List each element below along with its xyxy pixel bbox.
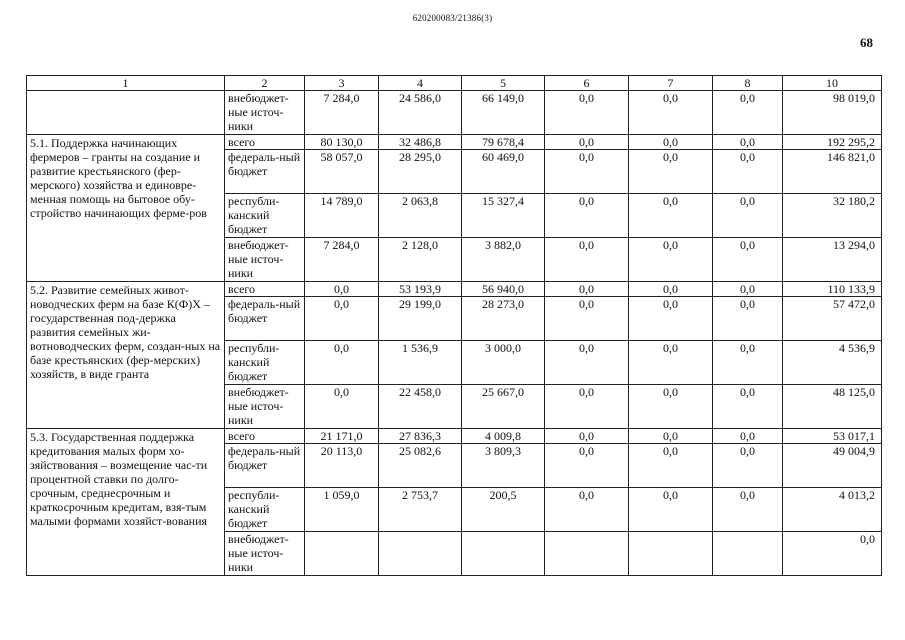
amount-cell: 53 017,1: [783, 429, 882, 444]
amount-cell: [462, 532, 545, 576]
amount-cell: 13 294,0: [783, 238, 882, 282]
amount-cell: 0,0: [629, 444, 713, 488]
amount-cell: 0,0: [629, 385, 713, 429]
funding-source-cell: федераль-ный бюджет: [225, 444, 305, 488]
funding-source-cell: федераль-ный бюджет: [225, 297, 305, 341]
funding-source-cell: внебюджет-ные источ-ники: [225, 385, 305, 429]
measure-name-cell: 5.1. Поддержка начинающих фермеров – гранты на создание и развитие крестьянского (фер-мерского) хозяйства и единовре-менная помощь на бытовое обу-стройство начинающих ферме-ров: [27, 135, 225, 282]
amount-cell: 0,0: [545, 194, 629, 238]
amount-cell: 0,0: [545, 297, 629, 341]
amount-cell: 0,0: [545, 488, 629, 532]
amount-cell: 0,0: [629, 238, 713, 282]
amount-cell: 0,0: [629, 341, 713, 385]
amount-cell: 0,0: [713, 91, 783, 135]
amount-cell: 25 667,0: [462, 385, 545, 429]
amount-cell: 0,0: [783, 532, 882, 576]
amount-cell: [713, 532, 783, 576]
column-number-cell: 5: [462, 76, 545, 91]
amount-cell: 0,0: [545, 282, 629, 297]
amount-cell: 66 149,0: [462, 91, 545, 135]
column-number-cell: 2: [225, 76, 305, 91]
column-number-cell: 6: [545, 76, 629, 91]
amount-cell: 0,0: [713, 444, 783, 488]
amount-cell: 48 125,0: [783, 385, 882, 429]
amount-cell: 32 180,2: [783, 194, 882, 238]
funding-source-cell: республи-канский бюджет: [225, 194, 305, 238]
amount-cell: 4 009,8: [462, 429, 545, 444]
column-number-cell: 3: [305, 76, 379, 91]
amount-cell: [545, 532, 629, 576]
amount-cell: 0,0: [713, 488, 783, 532]
amount-cell: 0,0: [629, 282, 713, 297]
funding-source-cell: республи-канский бюджет: [225, 341, 305, 385]
amount-cell: 0,0: [305, 297, 379, 341]
amount-cell: 0,0: [629, 488, 713, 532]
amount-cell: 4 536,9: [783, 341, 882, 385]
amount-cell: 56 940,0: [462, 282, 545, 297]
document-id: 620200083/21386(3): [412, 13, 493, 23]
amount-cell: 28 295,0: [379, 150, 462, 194]
amount-cell: 0,0: [545, 91, 629, 135]
budget-table: [26, 75, 882, 576]
amount-cell: 49 004,9: [783, 444, 882, 488]
funding-source-cell: внебюджет-ные источ-ники: [225, 532, 305, 576]
amount-cell: 27 836,3: [379, 429, 462, 444]
amount-cell: 0,0: [629, 194, 713, 238]
amount-cell: 0,0: [713, 238, 783, 282]
amount-cell: 0,0: [545, 238, 629, 282]
amount-cell: 3 000,0: [462, 341, 545, 385]
amount-cell: 3 882,0: [462, 238, 545, 282]
amount-cell: 2 753,7: [379, 488, 462, 532]
amount-cell: 192 295,2: [783, 135, 882, 150]
amount-cell: 0,0: [713, 150, 783, 194]
amount-cell: 0,0: [713, 135, 783, 150]
amount-cell: 0,0: [713, 194, 783, 238]
amount-cell: 22 458,0: [379, 385, 462, 429]
amount-cell: 0,0: [545, 341, 629, 385]
amount-cell: 25 082,6: [379, 444, 462, 488]
amount-cell: 24 586,0: [379, 91, 462, 135]
amount-cell: 79 678,4: [462, 135, 545, 150]
column-number-cell: 10: [783, 76, 882, 91]
amount-cell: 2 128,0: [379, 238, 462, 282]
amount-cell: 110 133,9: [783, 282, 882, 297]
column-number-cell: 1: [27, 76, 225, 91]
amount-cell: 0,0: [629, 297, 713, 341]
amount-cell: 15 327,4: [462, 194, 545, 238]
amount-cell: [379, 532, 462, 576]
column-number-cell: 7: [629, 76, 713, 91]
amount-cell: 0,0: [545, 150, 629, 194]
amount-cell: 80 130,0: [305, 135, 379, 150]
amount-cell: 28 273,0: [462, 297, 545, 341]
amount-cell: 29 199,0: [379, 297, 462, 341]
amount-cell: 0,0: [305, 341, 379, 385]
amount-cell: 2 063,8: [379, 194, 462, 238]
amount-cell: 4 013,2: [783, 488, 882, 532]
amount-cell: 1 059,0: [305, 488, 379, 532]
amount-cell: 20 113,0: [305, 444, 379, 488]
amount-cell: 0,0: [629, 150, 713, 194]
column-number-cell: 8: [713, 76, 783, 91]
amount-cell: 0,0: [545, 444, 629, 488]
column-number-cell: 4: [379, 76, 462, 91]
amount-cell: 146 821,0: [783, 150, 882, 194]
funding-source-cell: внебюджет-ные источ-ники: [225, 91, 305, 135]
amount-cell: 0,0: [545, 385, 629, 429]
amount-cell: 0,0: [713, 429, 783, 444]
amount-cell: 1 536,9: [379, 341, 462, 385]
measure-name-cell: 5.2. Развитие семейных живот-новодческих ферм на базе К(Ф)Х – государственная под-держка развития семейных жи-вотноводческих ферм, создан-ных на базе крестьянских (фер-мерских) хозяйств, в виде гранта: [27, 282, 225, 429]
amount-cell: 0,0: [713, 385, 783, 429]
measure-name-cell: 5.3. Государственная поддержка кредитования малых форм хо-зяйствования – возмещение час-ти процентной ставки по долго-срочным, среднесрочным и краткосрочным кредитам, взя-тым малыми формами хозяйст-вования: [27, 429, 225, 576]
funding-source-cell: всего: [225, 429, 305, 444]
page-number: 68: [860, 35, 873, 50]
amount-cell: 98 019,0: [783, 91, 882, 135]
amount-cell: 58 057,0: [305, 150, 379, 194]
amount-cell: 0,0: [713, 297, 783, 341]
amount-cell: 200,5: [462, 488, 545, 532]
funding-source-cell: всего: [225, 282, 305, 297]
amount-cell: 0,0: [545, 429, 629, 444]
amount-cell: 53 193,9: [379, 282, 462, 297]
amount-cell: 7 284,0: [305, 238, 379, 282]
table-row: [27, 135, 882, 150]
column-number-row: [27, 76, 882, 91]
amount-cell: 3 809,3: [462, 444, 545, 488]
funding-source-cell: республи-канский бюджет: [225, 488, 305, 532]
amount-cell: 0,0: [713, 282, 783, 297]
amount-cell: 0,0: [629, 429, 713, 444]
funding-source-cell: всего: [225, 135, 305, 150]
amount-cell: [629, 532, 713, 576]
amount-cell: 32 486,8: [379, 135, 462, 150]
amount-cell: 0,0: [629, 135, 713, 150]
funding-source-cell: федераль-ный бюджет: [225, 150, 305, 194]
amount-cell: 60 469,0: [462, 150, 545, 194]
amount-cell: 14 789,0: [305, 194, 379, 238]
amount-cell: 21 171,0: [305, 429, 379, 444]
amount-cell: 7 284,0: [305, 91, 379, 135]
amount-cell: 57 472,0: [783, 297, 882, 341]
amount-cell: 0,0: [305, 282, 379, 297]
amount-cell: 0,0: [305, 385, 379, 429]
table-row: [27, 429, 882, 444]
measure-name-cell: [27, 91, 225, 135]
amount-cell: 0,0: [713, 341, 783, 385]
amount-cell: 0,0: [629, 91, 713, 135]
amount-cell: 0,0: [545, 135, 629, 150]
amount-cell: [305, 532, 379, 576]
table-row: [27, 282, 882, 297]
table-row: [27, 91, 882, 135]
funding-source-cell: внебюджет-ные источ-ники: [225, 238, 305, 282]
